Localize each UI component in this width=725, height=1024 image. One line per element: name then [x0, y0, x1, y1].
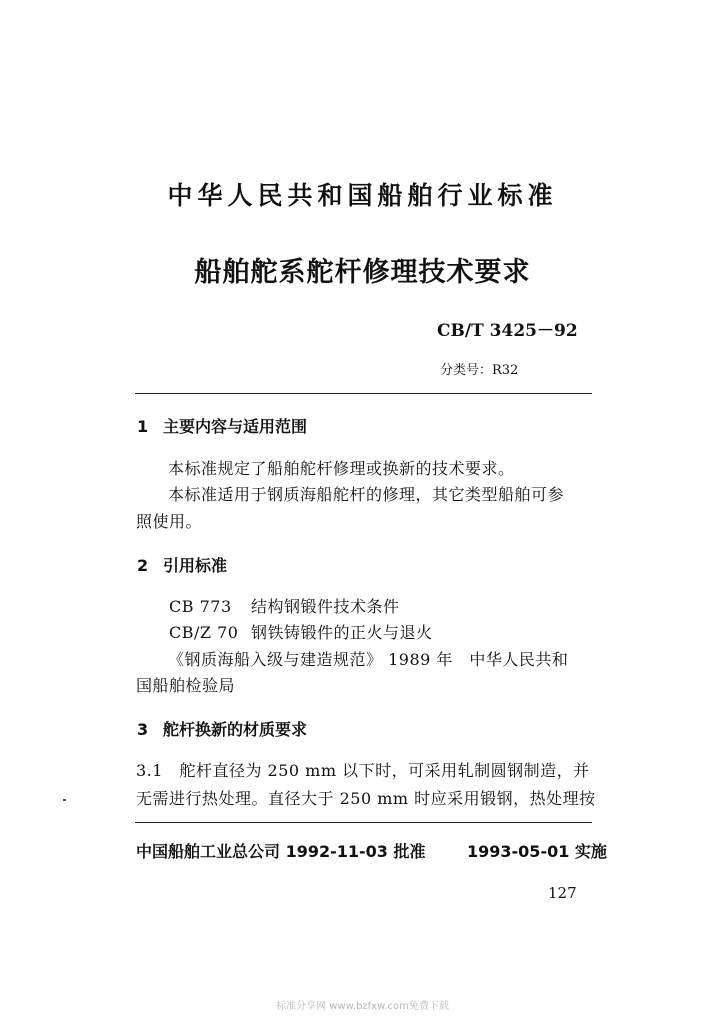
implementation-date: 1993-05-01 实施 — [467, 842, 607, 861]
reference-code: CB 773 — [169, 597, 232, 616]
section-3-number: 3 — [137, 720, 149, 739]
section-1-line-2: 本标准适用于钢质海船舵杆的修理，其它类型船舶可参 — [168, 485, 565, 504]
standard-number: CB/T 3425－92 — [437, 321, 578, 341]
approval-line: 中国船舶工业总公司 1992-11-03 批准 — [136, 842, 426, 861]
section-2-title: 引用标准 — [163, 556, 228, 575]
reference-title: 结构钢锻件技术条件 — [251, 597, 400, 616]
section-3-line-2: 无需进行热处理。直径大于 250 mm 时应采用锻钢，热处理按 — [136, 789, 596, 808]
reference-item — [169, 594, 400, 617]
section-1-line-3: 照使用。 — [136, 512, 203, 531]
page-number: 127 — [548, 884, 577, 902]
section-3-heading — [137, 717, 307, 740]
reference-code: CB/Z 70 — [169, 623, 239, 642]
section-2-line-1: 《钢质海船入级与建造规范》 1989 年 中华人民共和 — [168, 650, 569, 669]
section-1-heading — [137, 414, 307, 437]
header-divider — [135, 393, 592, 394]
document-title: 船舶舵系舵杆修理技术要求 — [194, 257, 531, 288]
classification-code: 分类号：R32 — [440, 363, 519, 378]
section-1-title: 主要内容与适用范围 — [163, 417, 308, 436]
issuing-header-title: 中华人民共和国船舶行业标准 — [167, 181, 558, 210]
section-1-line-1: 本标准规定了船舶舵杆修理或换新的技术要求。 — [168, 459, 515, 478]
section-3-line-1: 3.1 舵杆直径为 250 mm 以下时，可采用轧制圆钢制造，并 — [136, 761, 590, 780]
section-2-heading — [137, 553, 227, 576]
watermark-text: 标准分享网 www.bzfxw.com免费下载 — [276, 1001, 449, 1012]
section-3-title: 舵杆换新的材质要求 — [163, 720, 308, 739]
section-2-line-2: 国船舶检验局 — [136, 676, 236, 695]
footer-divider — [135, 822, 592, 823]
reference-item — [169, 620, 433, 643]
section-1-number: 1 — [137, 417, 149, 436]
reference-title: 钢铁铸锻件的正火与退火 — [251, 623, 433, 642]
section-2-number: 2 — [137, 556, 149, 575]
scan-speck — [63, 799, 66, 801]
